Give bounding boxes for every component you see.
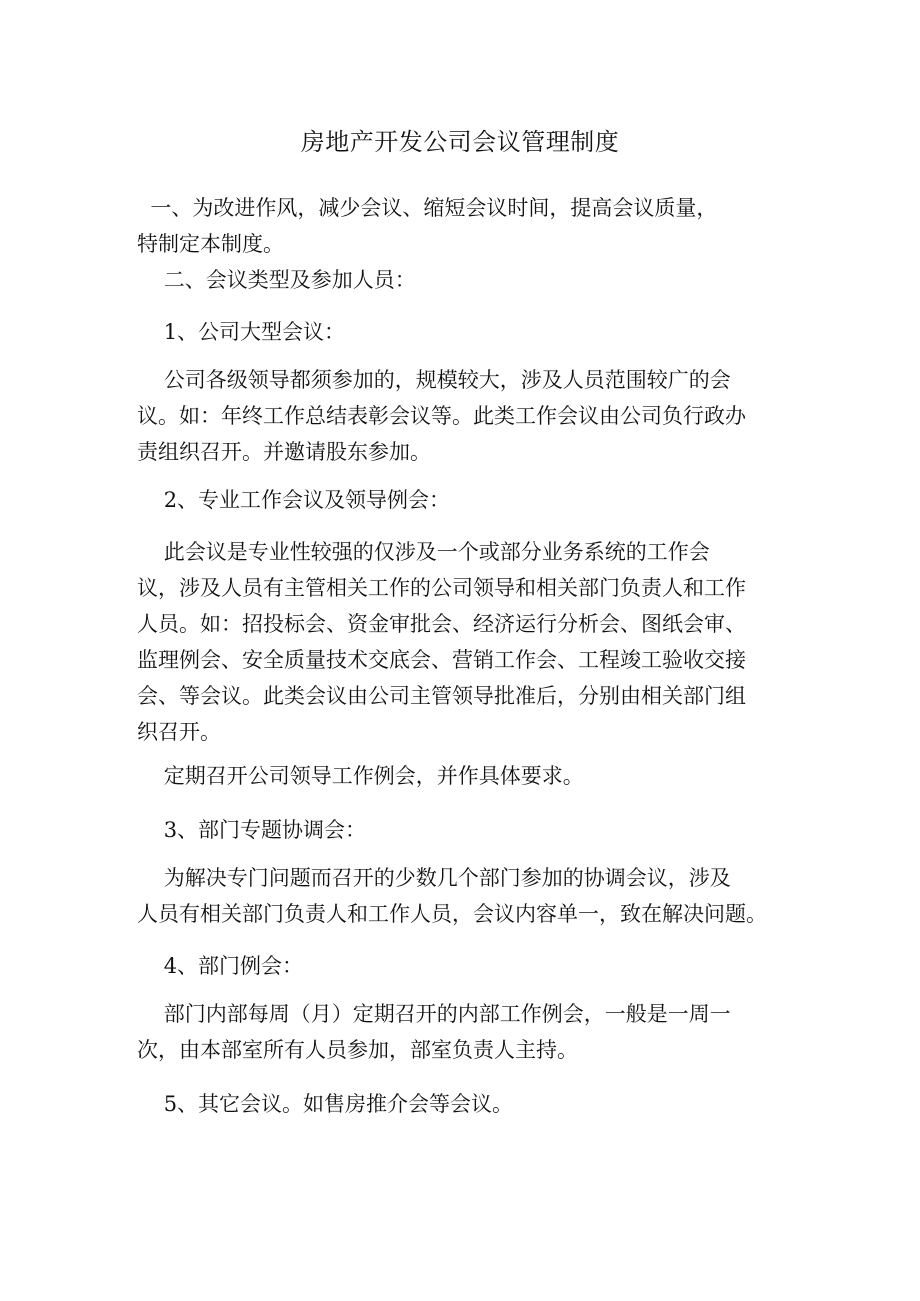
text-line: 责组织召开。并邀请股东参加。 [137,440,431,464]
text-line: 次，由本部室所有人员参加，部室负责人主持。 [137,1038,578,1062]
text-line: 议，涉及人员有主管相关工作的公司领导和相关部门负责人和工作 [137,576,746,600]
document-title: 房地产开发公司会议管理制度 [300,128,620,156]
text-line: 特制定本制度。 [137,232,284,256]
text-line: 此会议是专业性较强的仅涉及一个或部分业务系统的工作会 [137,540,710,564]
paragraph-purpose [137,190,787,262]
paragraph-section-two [137,262,787,298]
paragraph-heading-1 [137,314,787,350]
paragraph-professional-meeting [137,534,787,750]
paragraph-large-meeting [137,362,787,470]
text-line: 部门内部每周（月）定期召开的内部工作例会，一般是一周一 [137,1002,731,1026]
paragraph-regular-meeting [137,758,787,794]
text-line: 议。如：年终工作总结表彰会议等。此类工作会议由公司负行政办 [137,404,746,428]
section-heading: 2、专业工作会议及领导例会： [137,488,451,512]
paragraph-department-meeting [137,996,787,1068]
section-heading: 3、部门专题协调会： [137,818,367,842]
section-heading: 4、部门例会： [137,954,304,978]
section-heading: 1、公司大型会议： [137,320,346,344]
text-line: 会、等会议。此类会议由公司主管领导批准后，分别由相关部门组 [137,684,746,708]
section-heading: 二、会议类型及参加人员： [137,268,416,292]
text-line: 人员。如：招投标会、资金审批会、经济运行分析会、图纸会审、 [137,612,746,636]
paragraph-coordination-meeting [137,860,787,932]
text-line: 一、为改进作风，减少会议、缩短会议时间，提高会议质量， [137,196,718,220]
paragraph-heading-4 [137,948,787,984]
paragraph-heading-3 [137,812,787,848]
section-heading: 5、其它会议。如售房推介会等会议。 [137,1092,514,1116]
text-line: 人员有相关部门负责人和工作人员，会议内容单一，致在解决问题。 [137,902,767,926]
text-line: 定期召开公司领导工作例会，并作具体要求。 [137,764,584,788]
text-line: 织召开。 [137,720,221,744]
text-line: 监理例会、安全质量技术交底会、营销工作会、工程竣工验收交接 [137,648,746,672]
paragraph-heading-5 [137,1086,787,1122]
paragraph-heading-2 [137,482,787,518]
text-line: 公司各级领导都须参加的，规模较大，涉及人员范围较广的会 [137,368,731,392]
text-line: 为解决专门问题而召开的少数几个部门参加的协调会议，涉及 [137,866,731,890]
